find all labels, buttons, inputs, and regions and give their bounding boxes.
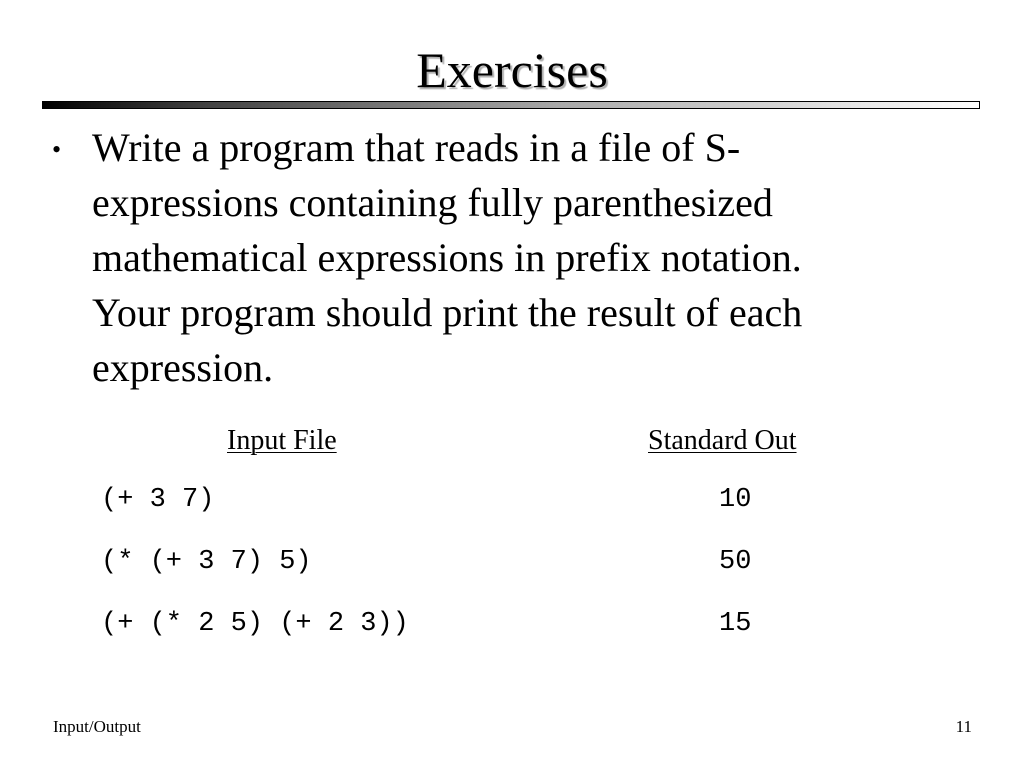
output-result: 10 — [719, 485, 752, 515]
slide-title: Exercises — [416, 42, 608, 98]
input-file-header: Input File — [227, 425, 337, 456]
bullet-paragraph — [92, 120, 922, 395]
output-result: 15 — [719, 609, 752, 639]
bullet-line: expressions containing fully parenthesized — [92, 180, 773, 225]
input-expression: (* (+ 3 7) 5) — [101, 547, 312, 577]
bullet-line: expression. — [92, 345, 274, 390]
bullet-line: mathematical expressions in prefix notation. — [92, 235, 802, 280]
output-result: 50 — [719, 547, 752, 577]
footer-section-title: Input/Output — [53, 717, 141, 736]
bullet-line: Your program should print the result of each — [92, 290, 803, 335]
bullet-marker: • — [52, 135, 62, 164]
title-divider — [42, 101, 980, 109]
bullet-line: Write a program that reads in a file of S- — [92, 125, 741, 170]
page-number: 11 — [955, 717, 972, 736]
input-expression: (+ (* 2 5) (+ 2 3)) — [101, 609, 409, 639]
standard-out-header: Standard Out — [648, 425, 797, 456]
input-expression: (+ 3 7) — [101, 485, 215, 515]
